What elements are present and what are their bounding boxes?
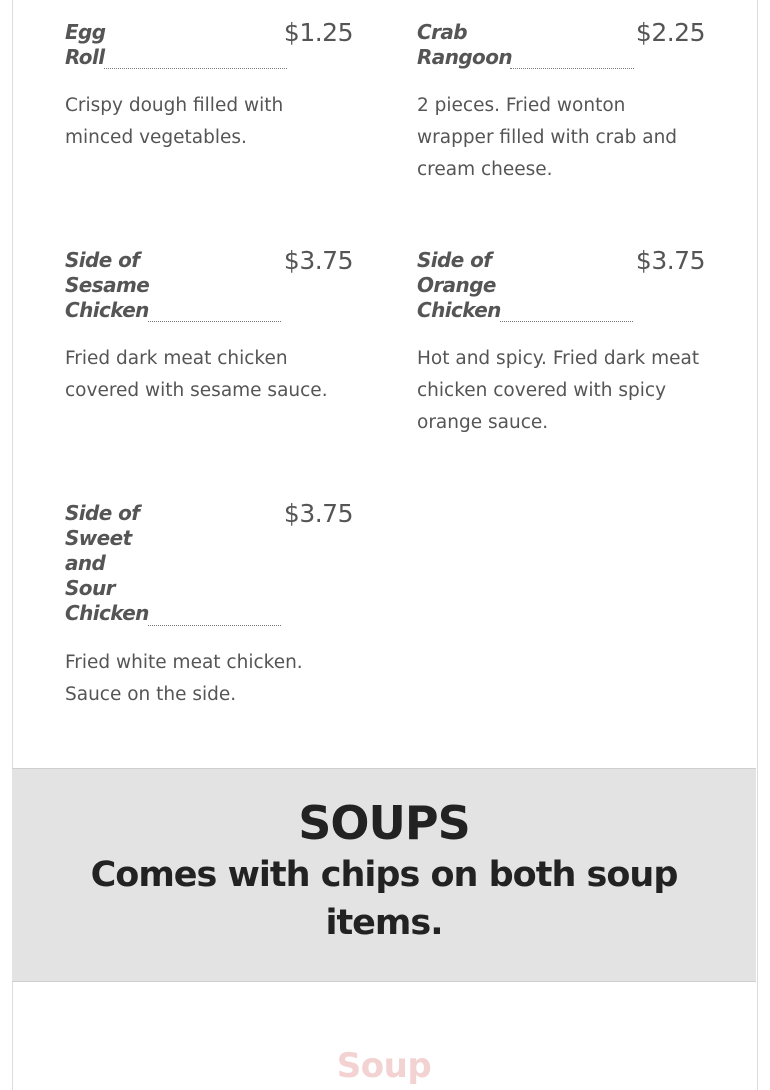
menu-item-description: Fried white meat chicken. Sauce on the side. [65,652,303,705]
section-subtitle: Comes with chips on both soup items. [90,855,678,943]
menu-item-description: 2 pieces. Fried wonton wrapper filled with crab and cream cheese. [417,95,678,180]
menu-item-header [65,248,353,323]
menu-item-description: Crispy dough filled with minced vegetables. [65,95,284,148]
menu-item-header [65,501,353,627]
menu-item-header [417,20,705,70]
menu-item-name: Egg Roll [65,20,106,69]
menu-item-crab-rangoon [417,20,705,186]
menu-item-header [417,248,705,323]
menu-item-egg-roll [65,20,353,154]
section-title: SOUPS [298,796,470,850]
menu-item-price: $2.25 [635,18,705,47]
menu-item-name: Side of Sesame Chicken [65,248,150,322]
dotted-leader [510,68,634,69]
dotted-leader [500,321,633,322]
menu-item-price: $3.75 [283,499,353,528]
category-heading-soup: Soup [336,1046,432,1086]
menu-item-price: $3.75 [635,246,705,275]
menu-item-description: Fried dark meat chicken covered with sesame sauce. [65,348,328,401]
menu-item-name: Side of Orange Chicken [417,248,501,322]
menu-item-price: $3.75 [283,246,353,275]
menu-item-name: Side of Sweet and Sour Chicken [65,501,149,625]
menu-item-orange-chicken [417,248,705,439]
dotted-leader [148,321,281,322]
menu-item-sesame-chicken [65,248,353,407]
menu-item-price: $1.25 [283,18,353,47]
menu-item-header [65,20,353,70]
menu-item-name: Crab Rangoon [417,20,512,69]
dotted-leader [104,68,287,69]
menu-item-sweet-and-sour-chicken [65,501,353,711]
section-header-soups [12,768,756,982]
menu-item-description: Hot and spicy. Fried dark meat chicken covered with spicy orange sauce. [417,348,700,433]
dotted-leader [148,625,281,626]
